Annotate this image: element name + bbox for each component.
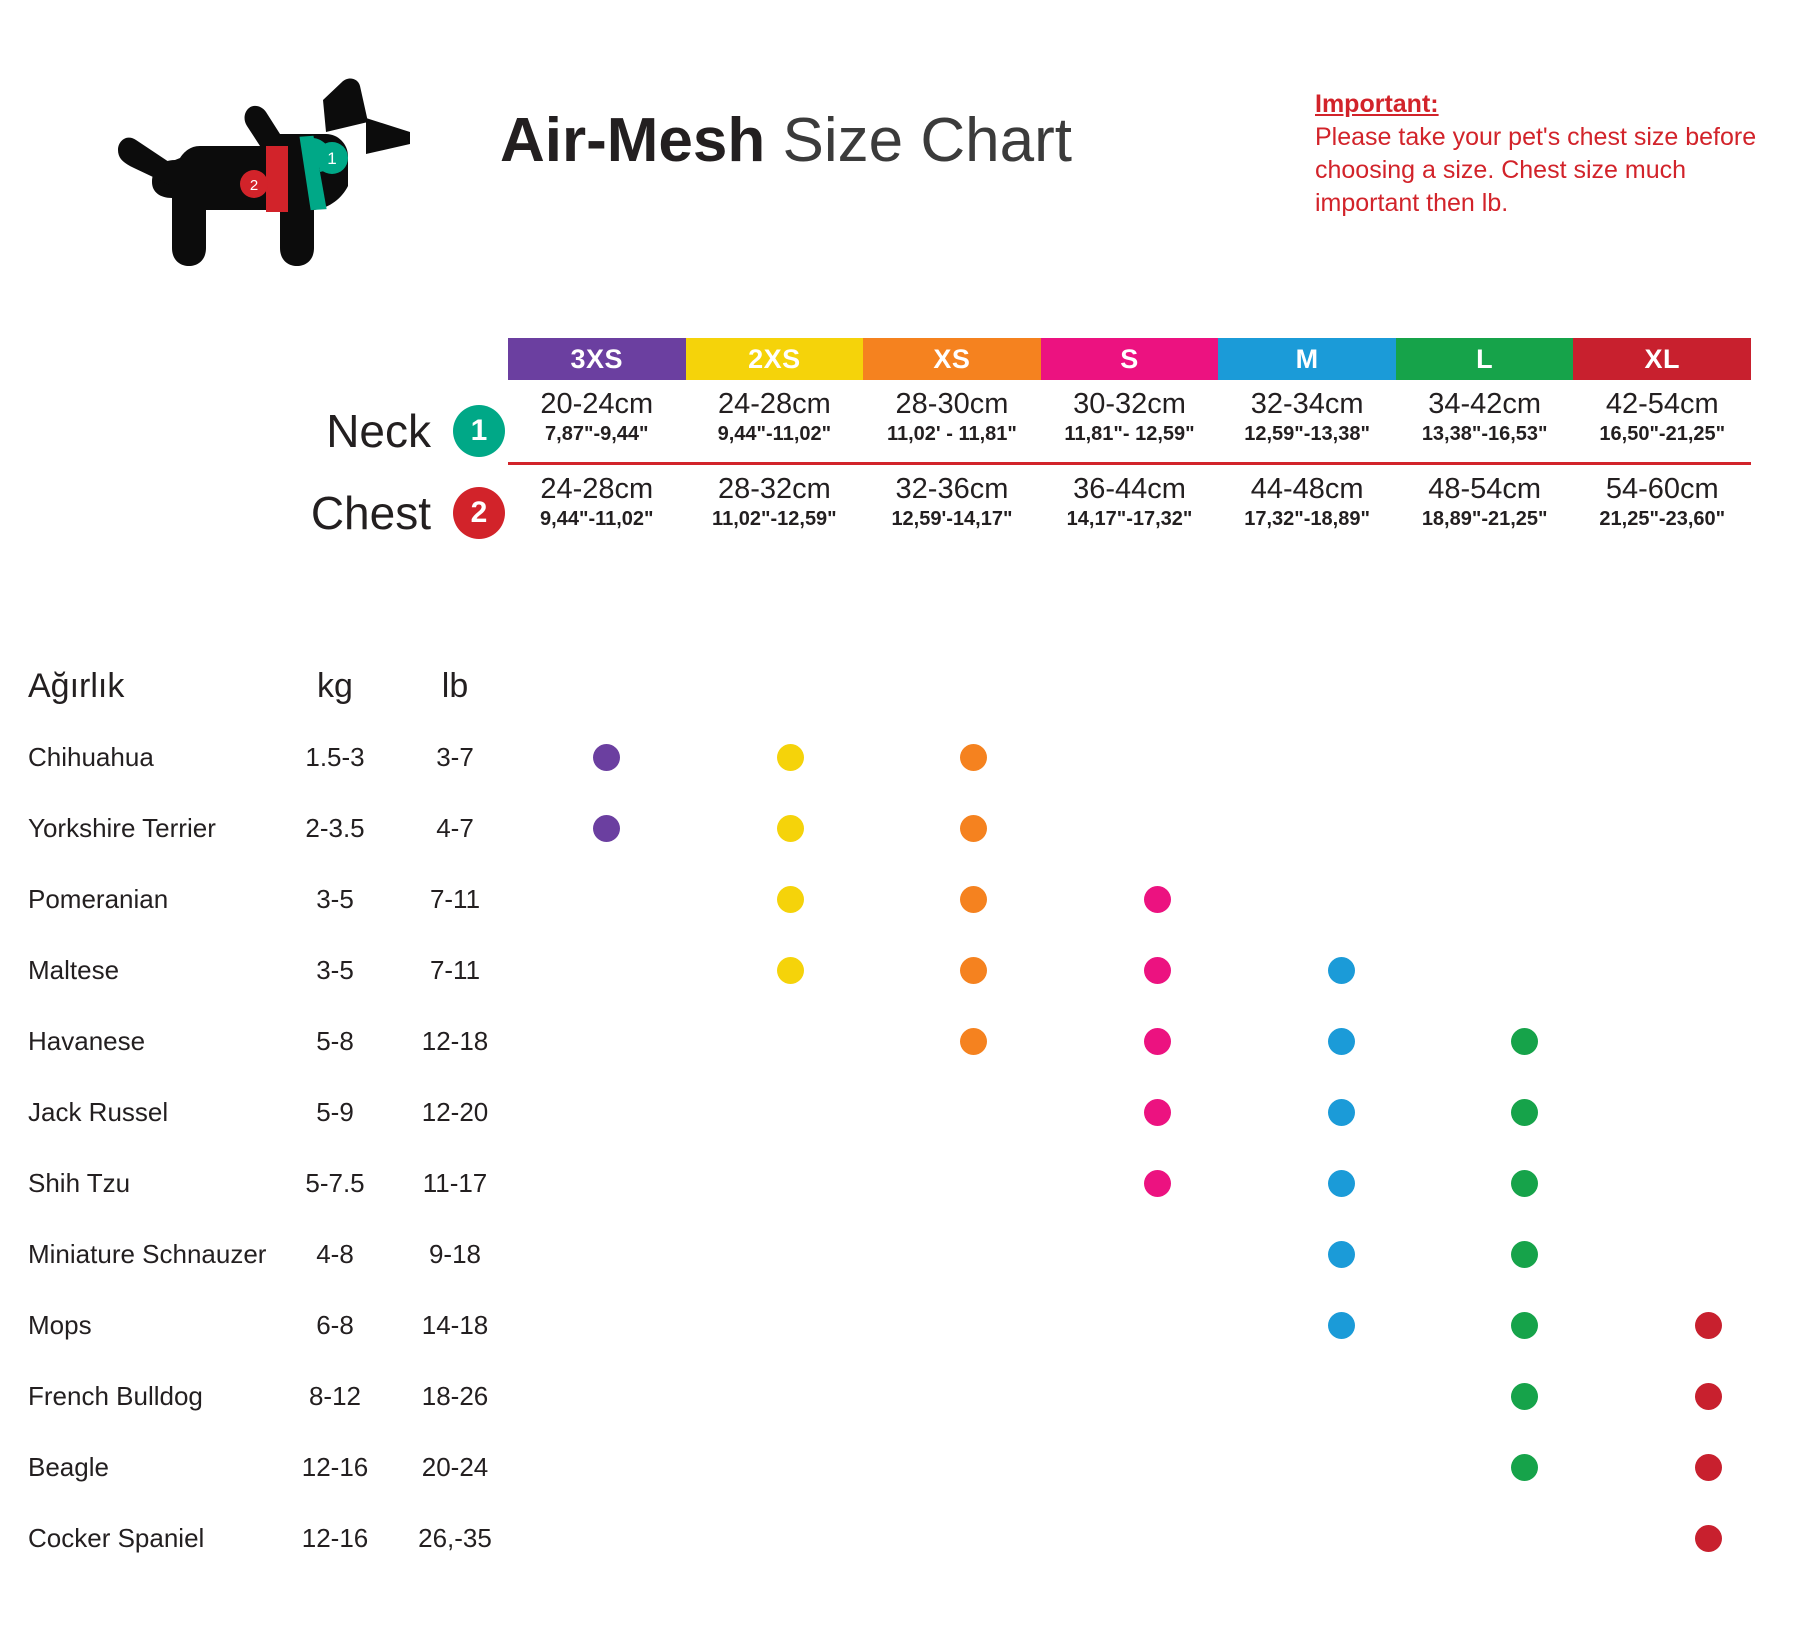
table-row — [0, 1503, 1800, 1574]
size-dot-cell-3xs — [515, 744, 699, 771]
chest-cell-xs — [863, 465, 1041, 532]
breed-kg: 2-3.5 — [305, 813, 365, 843]
breed-name: French Bulldog — [28, 1381, 203, 1411]
size-dot-cell-xl — [1616, 815, 1800, 842]
size-dot-filled — [1328, 1099, 1355, 1126]
size-dot-filled — [1328, 1028, 1355, 1055]
breed-lb: 12-20 — [421, 1097, 489, 1127]
table-row — [0, 1290, 1800, 1361]
size-dot-cell-l — [1433, 1383, 1617, 1410]
size-dot-filled — [960, 957, 987, 984]
chest-inch: 9,44"-11,02" — [540, 508, 654, 531]
size-dot-cell-s — [1066, 1099, 1250, 1126]
size-dot-cell-2xs — [699, 1170, 883, 1197]
neck-cell-xs — [863, 380, 1041, 447]
size-dot-filled — [777, 815, 804, 842]
size-dot-filled — [1695, 1312, 1722, 1339]
size-dot-cell-xs — [882, 1383, 1066, 1410]
breed-kg: 5-7.5 — [305, 1168, 365, 1198]
chest-cell-xl — [1573, 465, 1751, 532]
breed-lb: 18-26 — [421, 1381, 489, 1411]
table-row — [0, 722, 1800, 793]
neck-inch: 11,81"- 12,59" — [1064, 423, 1195, 446]
chest-cm: 28-32cm — [717, 473, 831, 505]
size-dot-cell-xl — [1616, 886, 1800, 913]
size-dot-cell-s — [1066, 1312, 1250, 1339]
size-dot-cell-m — [1249, 1170, 1433, 1197]
breed-size-dots — [515, 957, 1800, 984]
size-dot-cell-m — [1249, 1099, 1433, 1126]
breed-kg: 3-5 — [316, 884, 354, 914]
size-dot-cell-3xs — [515, 1454, 699, 1481]
neck-inch: 16,50"-21,25" — [1599, 423, 1726, 446]
table-row — [0, 793, 1800, 864]
neck-badge: 1 — [453, 405, 505, 457]
chart-header — [0, 0, 1800, 330]
chest-cm: 32-36cm — [895, 473, 1009, 505]
size-dot-cell-l — [1433, 1028, 1617, 1055]
neck-cm: 42-54cm — [1605, 388, 1719, 420]
table-row — [0, 1361, 1800, 1432]
size-dot-cell-xs — [882, 1525, 1066, 1552]
size-dot-cell-xl — [1616, 744, 1800, 771]
size-dot-cell-xl — [1616, 1099, 1800, 1126]
kg-column-header: kg — [317, 666, 353, 705]
title-bold: Air-Mesh — [500, 106, 766, 175]
size-dot-cell-m — [1249, 1028, 1433, 1055]
neck-cell-m — [1218, 380, 1396, 447]
size-dot-cell-l — [1433, 1312, 1617, 1339]
size-dot-cell-m — [1249, 1454, 1433, 1481]
breed-size-dots — [515, 815, 1800, 842]
size-dot-cell-m — [1249, 1241, 1433, 1268]
chest-inch: 21,25"-23,60" — [1599, 508, 1726, 531]
table-row — [0, 1432, 1800, 1503]
chest-cm: 54-60cm — [1605, 473, 1719, 505]
breed-name: Jack Russel — [28, 1097, 169, 1127]
neck-cm: 28-30cm — [895, 388, 1009, 420]
size-dot-cell-s — [1066, 957, 1250, 984]
important-note-title: Important: — [1315, 90, 1439, 118]
breed-table-header — [0, 650, 1800, 722]
size-dot-cell-3xs — [515, 1170, 699, 1197]
size-header-s: S — [1041, 338, 1219, 380]
breed-kg: 5-9 — [316, 1097, 354, 1127]
size-dot-cell-3xs — [515, 815, 699, 842]
breed-lb: 26,-35 — [418, 1523, 492, 1553]
size-dot-cell-xl — [1616, 1525, 1800, 1552]
size-dot-cell-s — [1066, 1241, 1250, 1268]
size-dot-filled — [960, 815, 987, 842]
size-dot-filled — [960, 1028, 987, 1055]
neck-inch: 7,87"-9,44" — [545, 423, 649, 446]
legend-row-chest — [195, 472, 505, 554]
size-dot-cell-xl — [1616, 1454, 1800, 1481]
neck-measurement-row — [508, 380, 1751, 462]
size-dot-filled — [1144, 957, 1171, 984]
size-dot-filled — [1144, 1099, 1171, 1126]
breed-lb: 14-18 — [421, 1310, 489, 1340]
size-dot-filled — [593, 744, 620, 771]
breed-name: Yorkshire Terrier — [28, 813, 216, 843]
size-dot-filled — [593, 815, 620, 842]
size-dot-cell-2xs — [699, 1454, 883, 1481]
chest-cm: 44-48cm — [1250, 473, 1364, 505]
breed-name: Shih Tzu — [28, 1168, 131, 1198]
size-dot-cell-xs — [882, 1454, 1066, 1481]
size-dot-filled — [1695, 1454, 1722, 1481]
chest-inch: 14,17"-17,32" — [1066, 508, 1193, 531]
dog-illustration-icon — [80, 60, 410, 310]
size-dot-filled — [1511, 1241, 1538, 1268]
size-dot-cell-2xs — [699, 815, 883, 842]
breed-name: Havanese — [28, 1026, 146, 1056]
chest-inch: 18,89"-21,25" — [1421, 508, 1548, 531]
size-dot-cell-2xs — [699, 1525, 883, 1552]
size-dot-filled — [1511, 1028, 1538, 1055]
size-dot-cell-2xs — [699, 886, 883, 913]
size-dot-cell-m — [1249, 886, 1433, 913]
size-dot-cell-3xs — [515, 957, 699, 984]
breed-size-dots — [515, 1170, 1800, 1197]
size-dot-cell-m — [1249, 744, 1433, 771]
breed-name: Chihuahua — [28, 742, 154, 772]
size-dot-cell-xl — [1616, 1383, 1800, 1410]
size-dot-filled — [1511, 1383, 1538, 1410]
size-header-3xs: 3XS — [508, 338, 686, 380]
size-dot-cell-l — [1433, 957, 1617, 984]
size-dot-cell-3xs — [515, 1241, 699, 1268]
chest-inch: 17,32"-18,89" — [1244, 508, 1370, 531]
size-dot-cell-3xs — [515, 1383, 699, 1410]
size-header-2xs: 2XS — [686, 338, 864, 380]
size-dot-cell-s — [1066, 1028, 1250, 1055]
size-dot-cell-m — [1249, 1383, 1433, 1410]
neck-inch: 9,44"-11,02" — [717, 423, 832, 446]
size-header-m: M — [1218, 338, 1396, 380]
chest-cell-3xs — [508, 465, 686, 532]
chest-inch: 11,02"-12,59" — [712, 508, 837, 531]
size-dot-filled — [1328, 957, 1355, 984]
size-dot-cell-xs — [882, 886, 1066, 913]
size-dot-cell-xs — [882, 1028, 1066, 1055]
chest-measurement-row — [508, 462, 1751, 547]
size-dot-cell-m — [1249, 1525, 1433, 1552]
neck-inch: 11,02' - 11,81" — [886, 423, 1017, 446]
size-dot-cell-3xs — [515, 1028, 699, 1055]
breed-kg: 4-8 — [316, 1239, 354, 1269]
breed-name: Miniature Schnauzer — [28, 1239, 267, 1269]
size-dot-cell-l — [1433, 1170, 1617, 1197]
neck-cm: 30-32cm — [1073, 388, 1186, 420]
size-dot-filled — [1144, 886, 1171, 913]
breed-kg: 6-8 — [316, 1310, 354, 1340]
size-dot-cell-l — [1433, 1525, 1617, 1552]
neck-cell-2xs — [686, 380, 864, 447]
size-dot-cell-3xs — [515, 1312, 699, 1339]
size-dot-cell-xs — [882, 1241, 1066, 1268]
size-dot-filled — [1144, 1028, 1171, 1055]
important-note — [1315, 88, 1785, 220]
size-dot-cell-m — [1249, 957, 1433, 984]
size-dot-cell-xs — [882, 815, 1066, 842]
size-dot-cell-s — [1066, 1170, 1250, 1197]
chest-cm: 48-54cm — [1428, 473, 1542, 505]
size-dot-cell-xl — [1616, 1312, 1800, 1339]
breed-table — [0, 650, 1800, 1574]
chest-cell-l — [1396, 465, 1574, 532]
chest-cm: 36-44cm — [1073, 473, 1186, 505]
breed-size-dots — [515, 1454, 1800, 1481]
breed-size-dots — [515, 1241, 1800, 1268]
lb-column-header: lb — [441, 666, 469, 705]
neck-cell-xl — [1573, 380, 1751, 447]
svg-text:1: 1 — [327, 149, 337, 168]
size-dot-cell-2xs — [699, 1028, 883, 1055]
size-dot-cell-l — [1433, 1454, 1617, 1481]
size-dot-filled — [777, 744, 804, 771]
size-header-l: L — [1396, 338, 1574, 380]
breed-name: Pomeranian — [28, 884, 169, 914]
size-header-xl: XL — [1573, 338, 1751, 380]
breed-name: Cocker Spaniel — [28, 1523, 205, 1553]
breed-size-dots — [515, 1383, 1800, 1410]
size-dot-cell-m — [1249, 1312, 1433, 1339]
size-dot-filled — [960, 744, 987, 771]
breed-kg: 1.5-3 — [305, 742, 365, 772]
size-dot-filled — [1695, 1383, 1722, 1410]
breed-lb: 7-11 — [429, 955, 481, 985]
size-dot-cell-l — [1433, 744, 1617, 771]
size-dot-cell-2xs — [699, 1383, 883, 1410]
breed-kg: 8-12 — [308, 1381, 362, 1411]
table-row — [0, 1077, 1800, 1148]
breed-lb: 4-7 — [436, 813, 474, 843]
size-dot-filled — [1328, 1312, 1355, 1339]
size-dot-cell-s — [1066, 1454, 1250, 1481]
size-dot-cell-3xs — [515, 1099, 699, 1126]
size-dot-filled — [1695, 1525, 1722, 1552]
neck-inch: 12,59"-13,38" — [1244, 423, 1370, 446]
size-header-row — [508, 338, 1751, 380]
breed-size-dots — [515, 1099, 1800, 1126]
table-row — [0, 1148, 1800, 1219]
neck-cm: 20-24cm — [540, 388, 654, 420]
size-dot-cell-l — [1433, 1241, 1617, 1268]
svg-text:2: 2 — [249, 177, 259, 194]
size-dot-cell-s — [1066, 1525, 1250, 1552]
table-row — [0, 935, 1800, 1006]
breed-lb: 3-7 — [436, 742, 474, 772]
neck-cell-l — [1396, 380, 1574, 447]
size-dot-cell-l — [1433, 815, 1617, 842]
size-dot-cell-s — [1066, 815, 1250, 842]
breed-size-dots — [515, 744, 1800, 771]
size-dot-filled — [960, 886, 987, 913]
size-dot-filled — [777, 886, 804, 913]
breed-name: Maltese — [28, 955, 120, 985]
neck-cell-s — [1041, 380, 1219, 447]
size-dot-cell-2xs — [699, 1241, 883, 1268]
breed-name: Mops — [28, 1310, 92, 1340]
size-dot-cell-2xs — [699, 957, 883, 984]
breed-size-dots — [515, 1312, 1800, 1339]
breed-kg: 5-8 — [316, 1026, 354, 1056]
size-dot-cell-s — [1066, 886, 1250, 913]
size-dot-cell-2xs — [699, 1099, 883, 1126]
size-dot-cell-xs — [882, 1099, 1066, 1126]
neck-cm: 34-42cm — [1428, 388, 1542, 420]
breed-size-dots — [515, 1028, 1800, 1055]
title-light: Size Chart — [782, 106, 1072, 175]
chest-label: Chest — [310, 487, 431, 539]
chest-inch: 12,59'-14,17" — [891, 508, 1013, 531]
chest-cell-m — [1218, 465, 1396, 532]
neck-inch: 13,38"-16,53" — [1421, 423, 1548, 446]
size-dot-cell-l — [1433, 886, 1617, 913]
neck-cm: 32-34cm — [1250, 388, 1364, 420]
size-dot-filled — [1144, 1170, 1171, 1197]
size-dot-cell-xs — [882, 957, 1066, 984]
table-row — [0, 864, 1800, 935]
size-dot-cell-xl — [1616, 957, 1800, 984]
breed-column-header: Ağırlık — [28, 666, 125, 705]
size-dot-cell-s — [1066, 744, 1250, 771]
size-dot-cell-xl — [1616, 1170, 1800, 1197]
page-title — [500, 106, 1072, 175]
size-dot-filled — [1511, 1170, 1538, 1197]
size-dot-cell-3xs — [515, 886, 699, 913]
table-row — [0, 1219, 1800, 1290]
chest-cell-2xs — [686, 465, 864, 532]
size-dot-filled — [1328, 1241, 1355, 1268]
size-dot-cell-m — [1249, 815, 1433, 842]
size-dot-cell-3xs — [515, 1525, 699, 1552]
size-dot-filled — [1511, 1454, 1538, 1481]
chest-cm: 24-28cm — [540, 473, 654, 505]
breed-kg: 12-16 — [301, 1452, 369, 1482]
breed-lb: 20-24 — [421, 1452, 489, 1482]
size-dot-filled — [1328, 1170, 1355, 1197]
breed-kg: 12-16 — [301, 1523, 369, 1553]
neck-cell-3xs — [508, 380, 686, 447]
size-dot-cell-xs — [882, 1170, 1066, 1197]
size-dot-cell-xs — [882, 1312, 1066, 1339]
size-header-xs: XS — [863, 338, 1041, 380]
breed-kg: 3-5 — [316, 955, 354, 985]
size-dot-filled — [1511, 1099, 1538, 1126]
size-dot-cell-2xs — [699, 1312, 883, 1339]
size-dot-cell-s — [1066, 1383, 1250, 1410]
size-dot-cell-l — [1433, 1099, 1617, 1126]
breed-name: Beagle — [28, 1452, 109, 1482]
size-dot-filled — [1511, 1312, 1538, 1339]
size-dot-filled — [777, 957, 804, 984]
size-dot-cell-xl — [1616, 1028, 1800, 1055]
breed-rows — [0, 722, 1800, 1574]
neck-label: Neck — [326, 405, 431, 457]
chest-cell-s — [1041, 465, 1219, 532]
chest-badge: 2 — [453, 487, 505, 539]
size-dot-cell-xs — [882, 744, 1066, 771]
breed-lb: 11-17 — [422, 1168, 488, 1198]
important-note-text: Please take your pet's chest size before choosing a size. Chest size much important then lb. — [1315, 123, 1757, 217]
neck-cm: 24-28cm — [717, 388, 831, 420]
measurement-legend — [195, 390, 505, 554]
size-table — [508, 338, 1751, 547]
breed-lb: 9-18 — [428, 1239, 482, 1269]
breed-size-dots — [515, 1525, 1800, 1552]
size-dot-cell-2xs — [699, 744, 883, 771]
breed-lb: 7-11 — [429, 884, 481, 914]
table-row — [0, 1006, 1800, 1077]
legend-row-neck — [195, 390, 505, 472]
breed-size-dots — [515, 886, 1800, 913]
breed-lb: 12-18 — [421, 1026, 489, 1056]
size-dot-cell-xl — [1616, 1241, 1800, 1268]
